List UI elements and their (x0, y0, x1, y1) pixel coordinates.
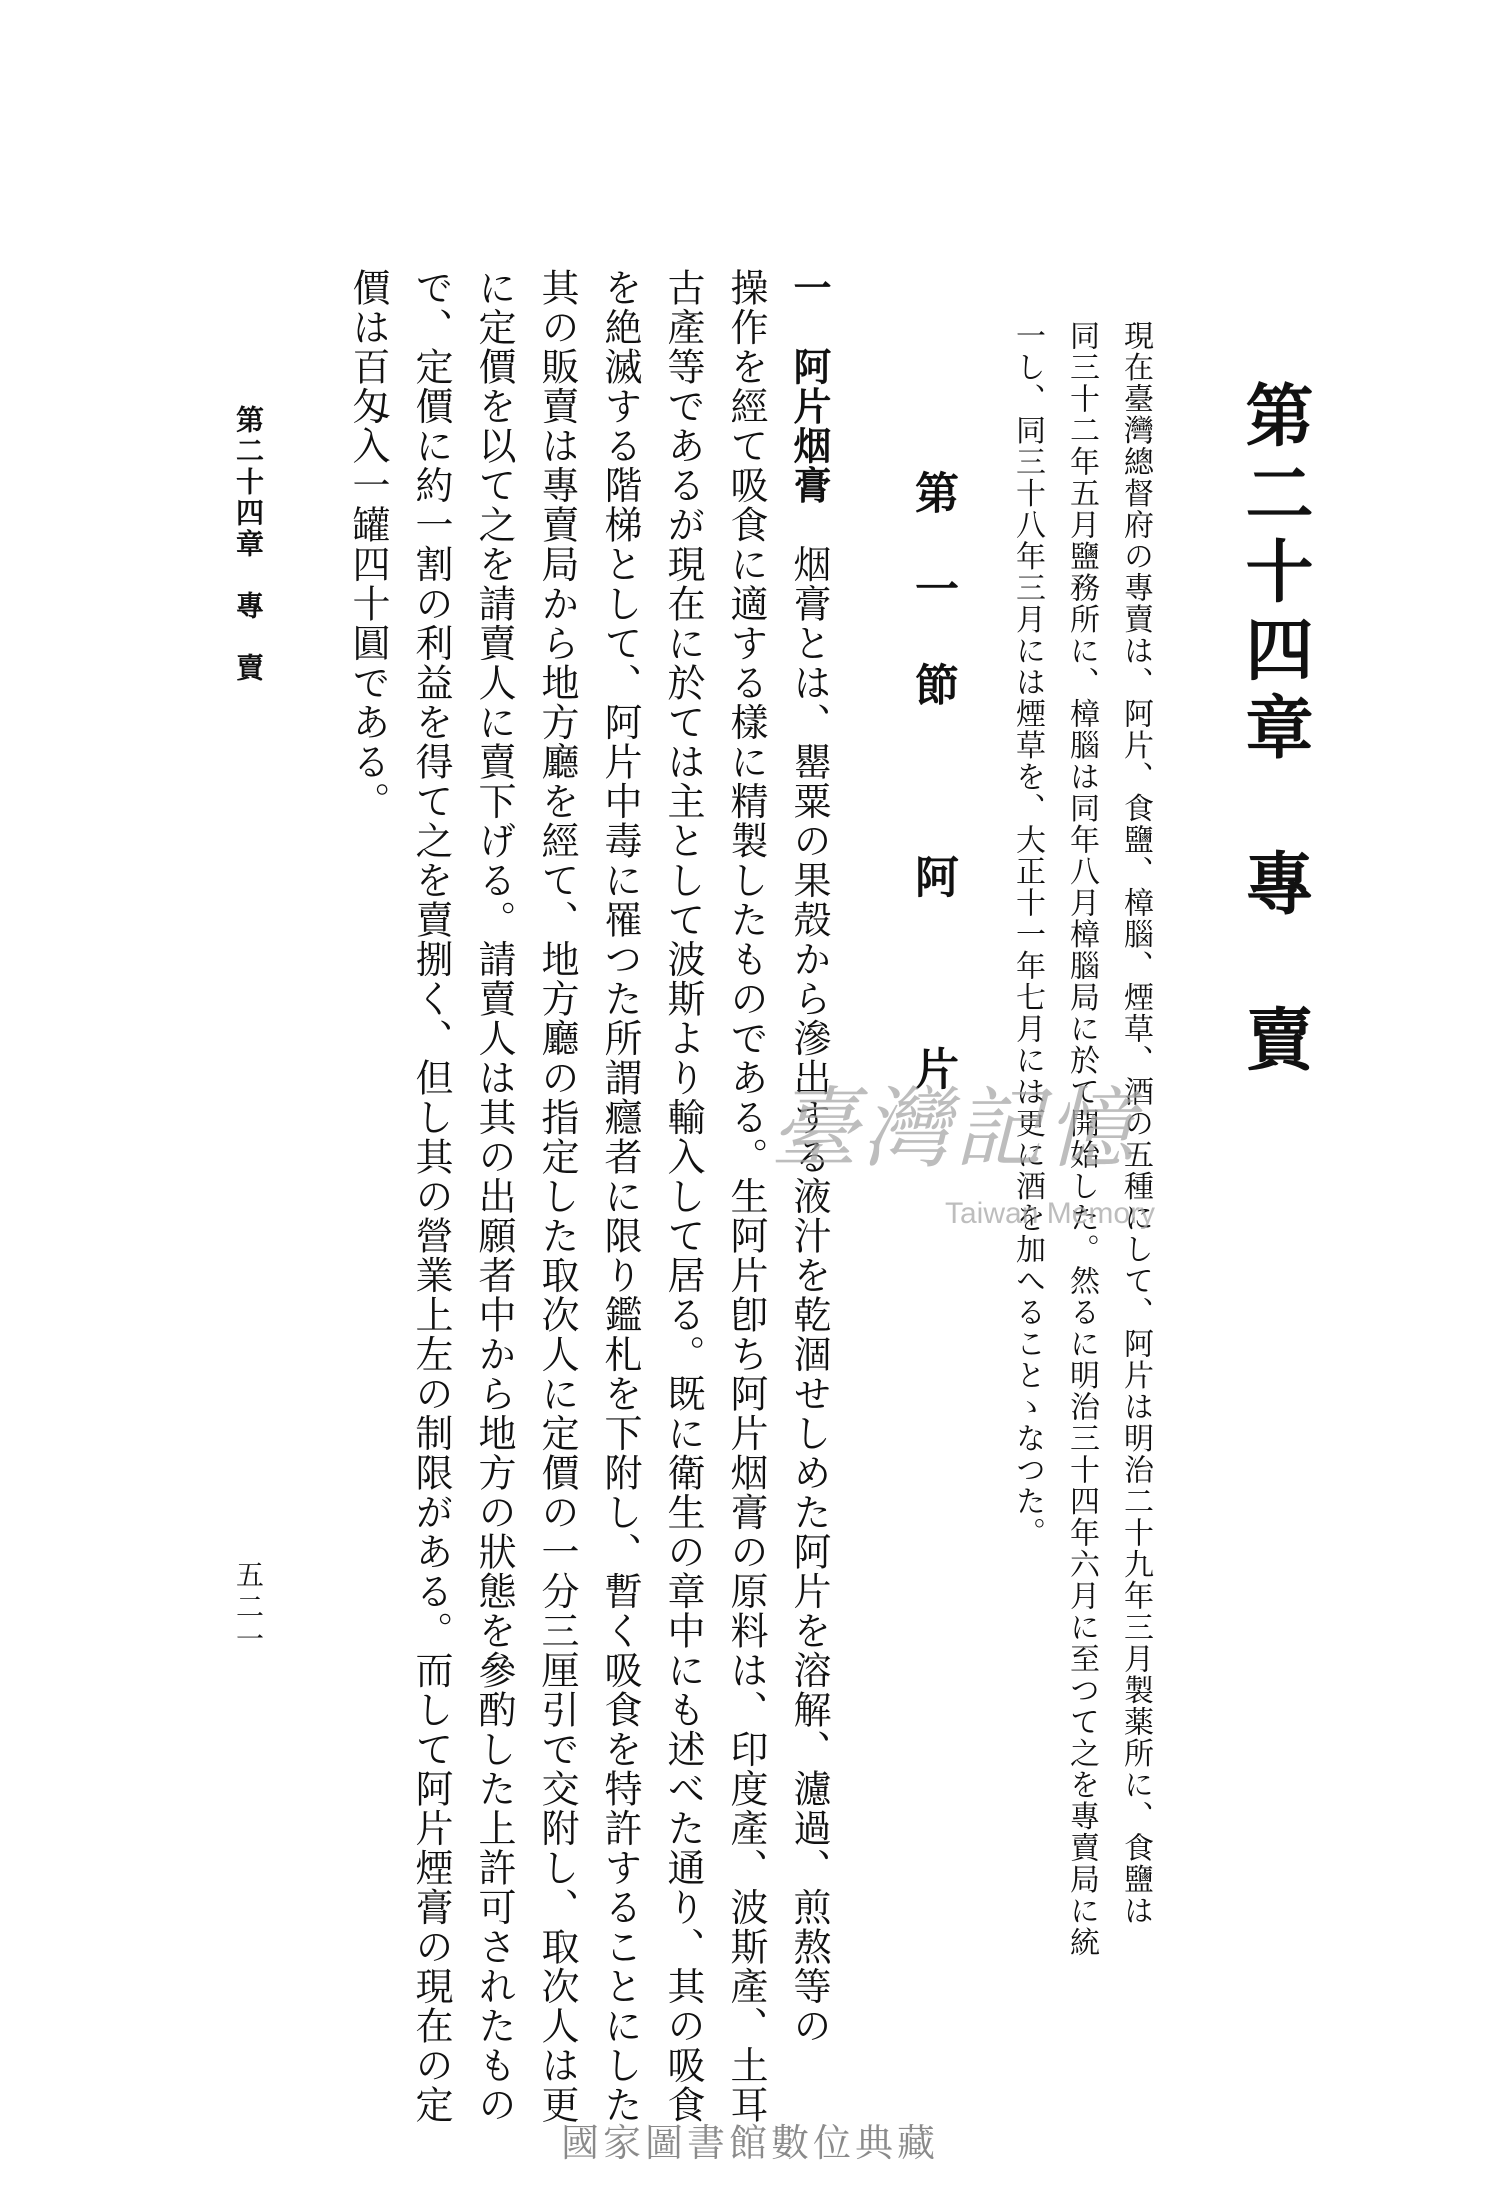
chapter-title: 第二十四章 專 賣 (1234, 380, 1314, 1082)
body-line-8: 價は百匁入一罐四十圓である。 (346, 268, 390, 821)
body-line-7: で、定價に約一割の利益を得て之を賣捌く、但し其の營業上左の制限がある。而して阿片煙膏の現在の定 (409, 268, 453, 2125)
body-line-2: 操作を經て吸食に適する樣に精製したものである。生阿片卽ち阿片烟膏の原料は、印度產、波斯產、土耳 (724, 268, 768, 2125)
body-line-4: を絶滅する階梯として、阿片中毒に罹つた所謂癮者に限り鑑札を下附し、暫く吸食を特許することにした (598, 268, 642, 2125)
intro-line-1: 現在臺灣總督府の專賣は、阿片、食鹽、樟腦、煙草、酒の五種にして、阿片は明治二十九年三月製薬所に、食鹽は (1118, 320, 1153, 1927)
intro-line-3: 一し、同三十八年三月には煙草を、大正十一年七月には更に酒を加へることゝなつた。 (1010, 320, 1045, 1549)
body-line-6: に定價を以て之を請賣人に賣下げる。請賣人は其の出願者中から地方の狀態を參酌した上許可されたもの (472, 268, 516, 2125)
watermark-en-text: Taiwan Memory (945, 1197, 1156, 1230)
body-line-1-text: 烟膏とは、罌粟の果殻から滲出する液汁を乾涸せしめた阿片を溶解、濾過、煎熬等の (787, 544, 831, 2046)
library-footer: 國家圖書館數位典藏 (560, 2121, 939, 2165)
subsection-heading: 一 阿片烟膏 (787, 268, 832, 505)
running-footer-title: 第二十四章 專 賣 (232, 405, 265, 684)
intro-line-2: 同三十二年五月鹽務所に、樟腦は同年八月樟腦局に於て開始した。然るに明治三十四年六月に至つて之を專賣局に統 (1064, 320, 1099, 1958)
body-line-1 (787, 268, 832, 2046)
page-number: 五二一 (232, 1560, 265, 1656)
watermark-cjk-text: 臺灣記憶 (770, 1077, 1139, 1180)
body-line-5: 其の販賣は專賣局から地方廳を經て、地方廳の指定した取次人に定價の一分三厘引で交附し、取次人は更 (535, 268, 579, 2125)
body-line-3: 古產等であるが現在に於ては主として波斯より輸入して居る。既に衛生の章中にも述べた通り、其の吸食 (661, 268, 705, 2125)
section-title: 第一節 阿 片 (907, 470, 958, 1142)
